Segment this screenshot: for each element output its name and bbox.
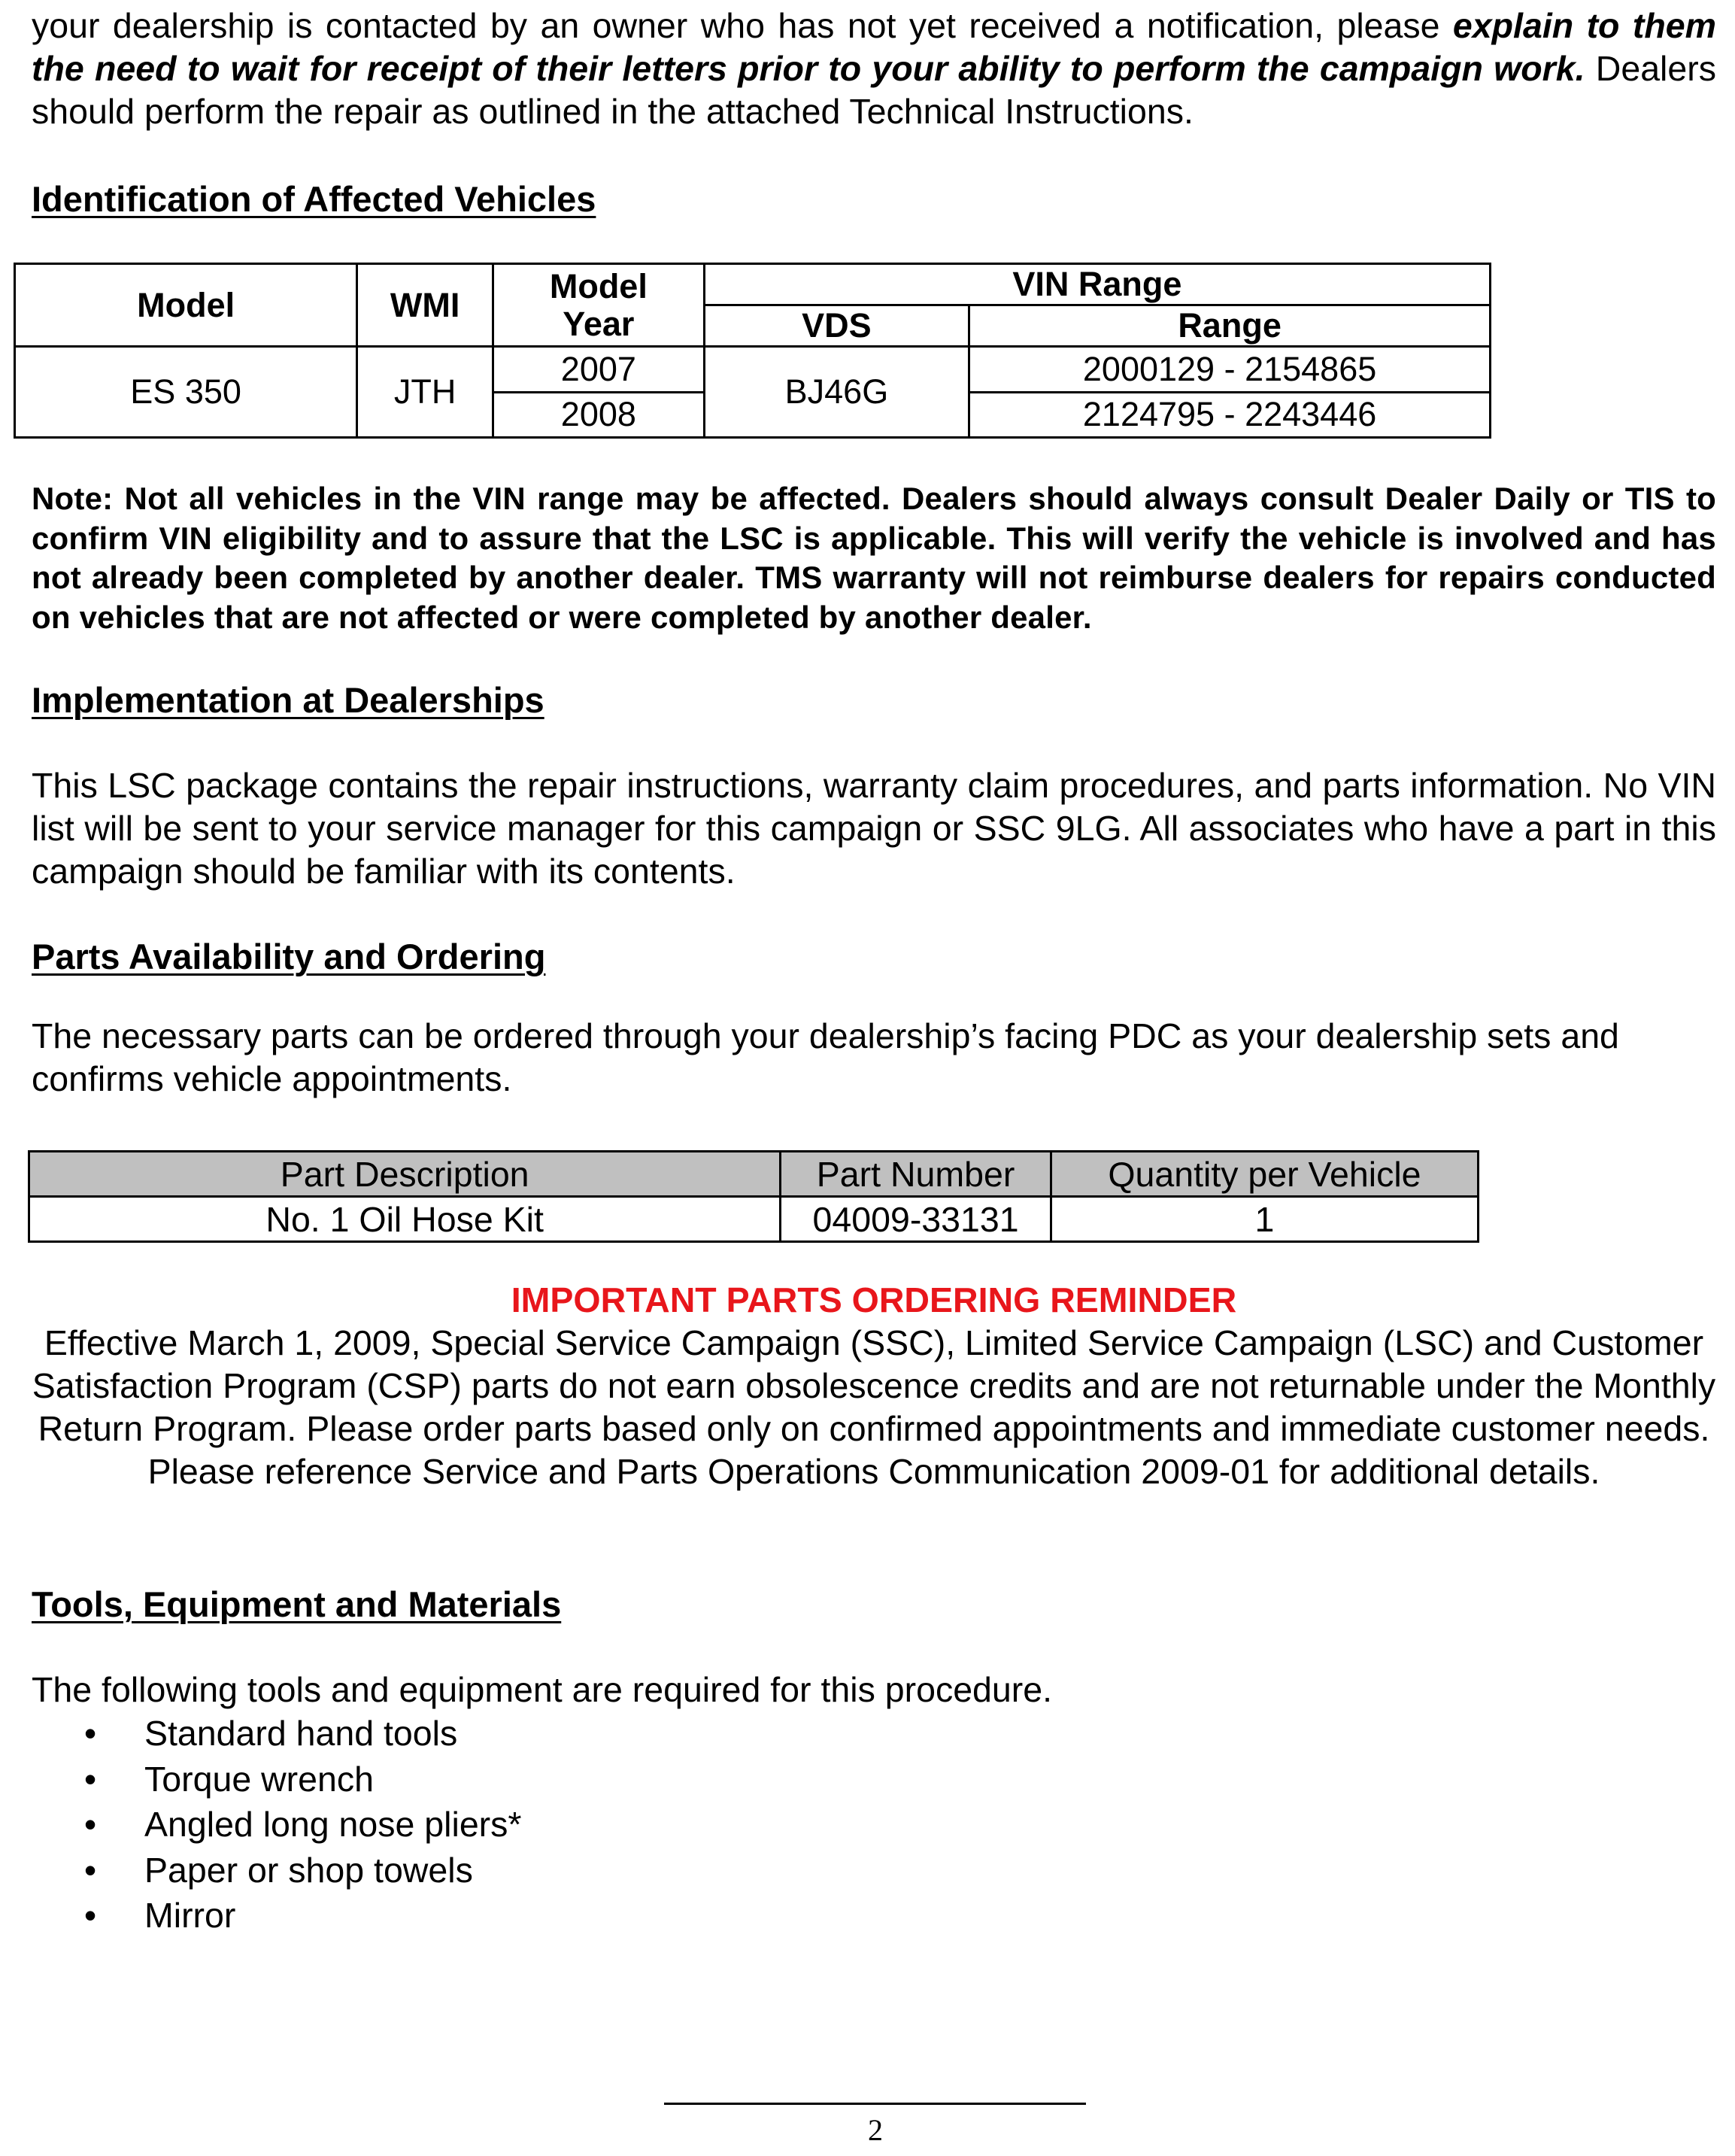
cell-part-description: No. 1 Oil Hose Kit bbox=[29, 1197, 781, 1242]
header-wmi: WMI bbox=[357, 264, 493, 347]
header-model-year-line1: Model bbox=[549, 266, 648, 305]
parts-table bbox=[28, 1150, 1479, 1243]
implementation-paragraph: This LSC package contains the repair instructions, warranty claim procedures, and parts information. No VIN list will be sent to your service manager for this campaign or SSC 9LG. All associates who have a part in this campaign should be familiar with its contents. bbox=[32, 766, 1716, 891]
header-part-description: Part Description bbox=[29, 1152, 781, 1197]
cell-wmi: JTH bbox=[357, 347, 493, 438]
header-vds: VDS bbox=[704, 305, 969, 347]
list-item bbox=[32, 1848, 522, 1893]
cell-vds: BJ46G bbox=[704, 347, 969, 438]
implementation-heading: Implementation at Dealerships bbox=[32, 680, 544, 720]
tools-heading: Tools, Equipment and Materials bbox=[32, 1584, 562, 1624]
header-vin-range: VIN Range bbox=[704, 264, 1490, 305]
tools-list bbox=[32, 1711, 522, 1939]
bullet-icon: • bbox=[84, 1850, 97, 1890]
header-quantity: Quantity per Vehicle bbox=[1051, 1152, 1478, 1197]
intro-text-after: Dealers should perform the repair as outlined in the attached Technical Instructions. bbox=[32, 49, 1716, 131]
list-item bbox=[32, 1802, 522, 1848]
intro-emphasis: explain to them the need to wait for receipt of their letters prior to your ability to perform the campaign work. bbox=[32, 6, 1716, 88]
bullet-icon: • bbox=[84, 1896, 97, 1935]
cell-year: 2007 bbox=[493, 347, 705, 392]
cell-range: 2000129 - 2154865 bbox=[969, 347, 1491, 392]
intro-text-before: your dealership is contacted by an owner who has not yet received a notification, please bbox=[32, 6, 1453, 45]
bullet-icon: • bbox=[84, 1714, 97, 1753]
cell-model: ES 350 bbox=[15, 347, 357, 438]
table-row bbox=[29, 1197, 1479, 1242]
cell-quantity: 1 bbox=[1051, 1197, 1478, 1242]
table-row bbox=[15, 347, 1491, 392]
cell-part-number: 04009-33131 bbox=[781, 1197, 1051, 1242]
page-number: 2 bbox=[868, 2113, 883, 2147]
list-item bbox=[32, 1757, 522, 1802]
vin-note-paragraph: Note: Not all vehicles in the VIN range may be affected. Dealers should always consult Dealer Daily or TIS to confirm VIN eligibility and to assure that the LSC is applicable. This will verify the vehicle is involved and has not already been completed by another dealer. TMS warranty will not reimburse dealers for repairs conducted on vehicles that are not affected or were completed by another dealer. bbox=[32, 481, 1716, 635]
reminder-body: Effective March 1, 2009, Special Service Campaign (SSC), Limited Service Campaign (LSC) and Customer Satisfaction Program (CSP) parts do not earn obsolescence credits and are not returnable under the Monthly Return Program. Please order parts based only on confirmed appointments and immediate customer needs. Please reference Service and Parts Operations Communication 2009-01 for additional details. bbox=[32, 1323, 1716, 1491]
identification-heading: Identification of Affected Vehicles bbox=[32, 179, 596, 219]
header-part-number: Part Number bbox=[781, 1152, 1051, 1197]
list-item bbox=[32, 1893, 522, 1939]
tool-label: Standard hand tools bbox=[144, 1714, 458, 1753]
bullet-icon: • bbox=[84, 1759, 97, 1799]
tool-label: Mirror bbox=[144, 1896, 236, 1935]
header-model-year bbox=[493, 264, 705, 347]
tools-paragraph: The following tools and equipment are required for this procedure. bbox=[32, 1670, 1053, 1709]
parts-reminder bbox=[32, 1279, 1716, 1493]
bullet-icon: • bbox=[84, 1805, 97, 1844]
tool-label: Torque wrench bbox=[144, 1759, 374, 1799]
reminder-title: IMPORTANT PARTS ORDERING REMINDER bbox=[511, 1280, 1237, 1319]
header-model-year-line2: Year bbox=[563, 304, 635, 343]
parts-paragraph: The necessary parts can be ordered through your dealership’s facing PDC as your dealership sets and confirms vehicle appointments. bbox=[32, 1016, 1619, 1098]
cell-year: 2008 bbox=[493, 392, 705, 437]
intro-paragraph bbox=[32, 5, 1716, 133]
footer-rule bbox=[664, 2103, 1086, 2105]
tool-label: Paper or shop towels bbox=[144, 1850, 473, 1890]
affected-vehicles-table bbox=[14, 263, 1491, 439]
tool-label: Angled long nose pliers* bbox=[144, 1805, 522, 1844]
parts-heading: Parts Availability and Ordering bbox=[32, 937, 546, 976]
cell-range: 2124795 - 2243446 bbox=[969, 392, 1491, 437]
header-model: Model bbox=[15, 264, 357, 347]
list-item bbox=[32, 1711, 522, 1757]
header-range: Range bbox=[969, 305, 1491, 347]
